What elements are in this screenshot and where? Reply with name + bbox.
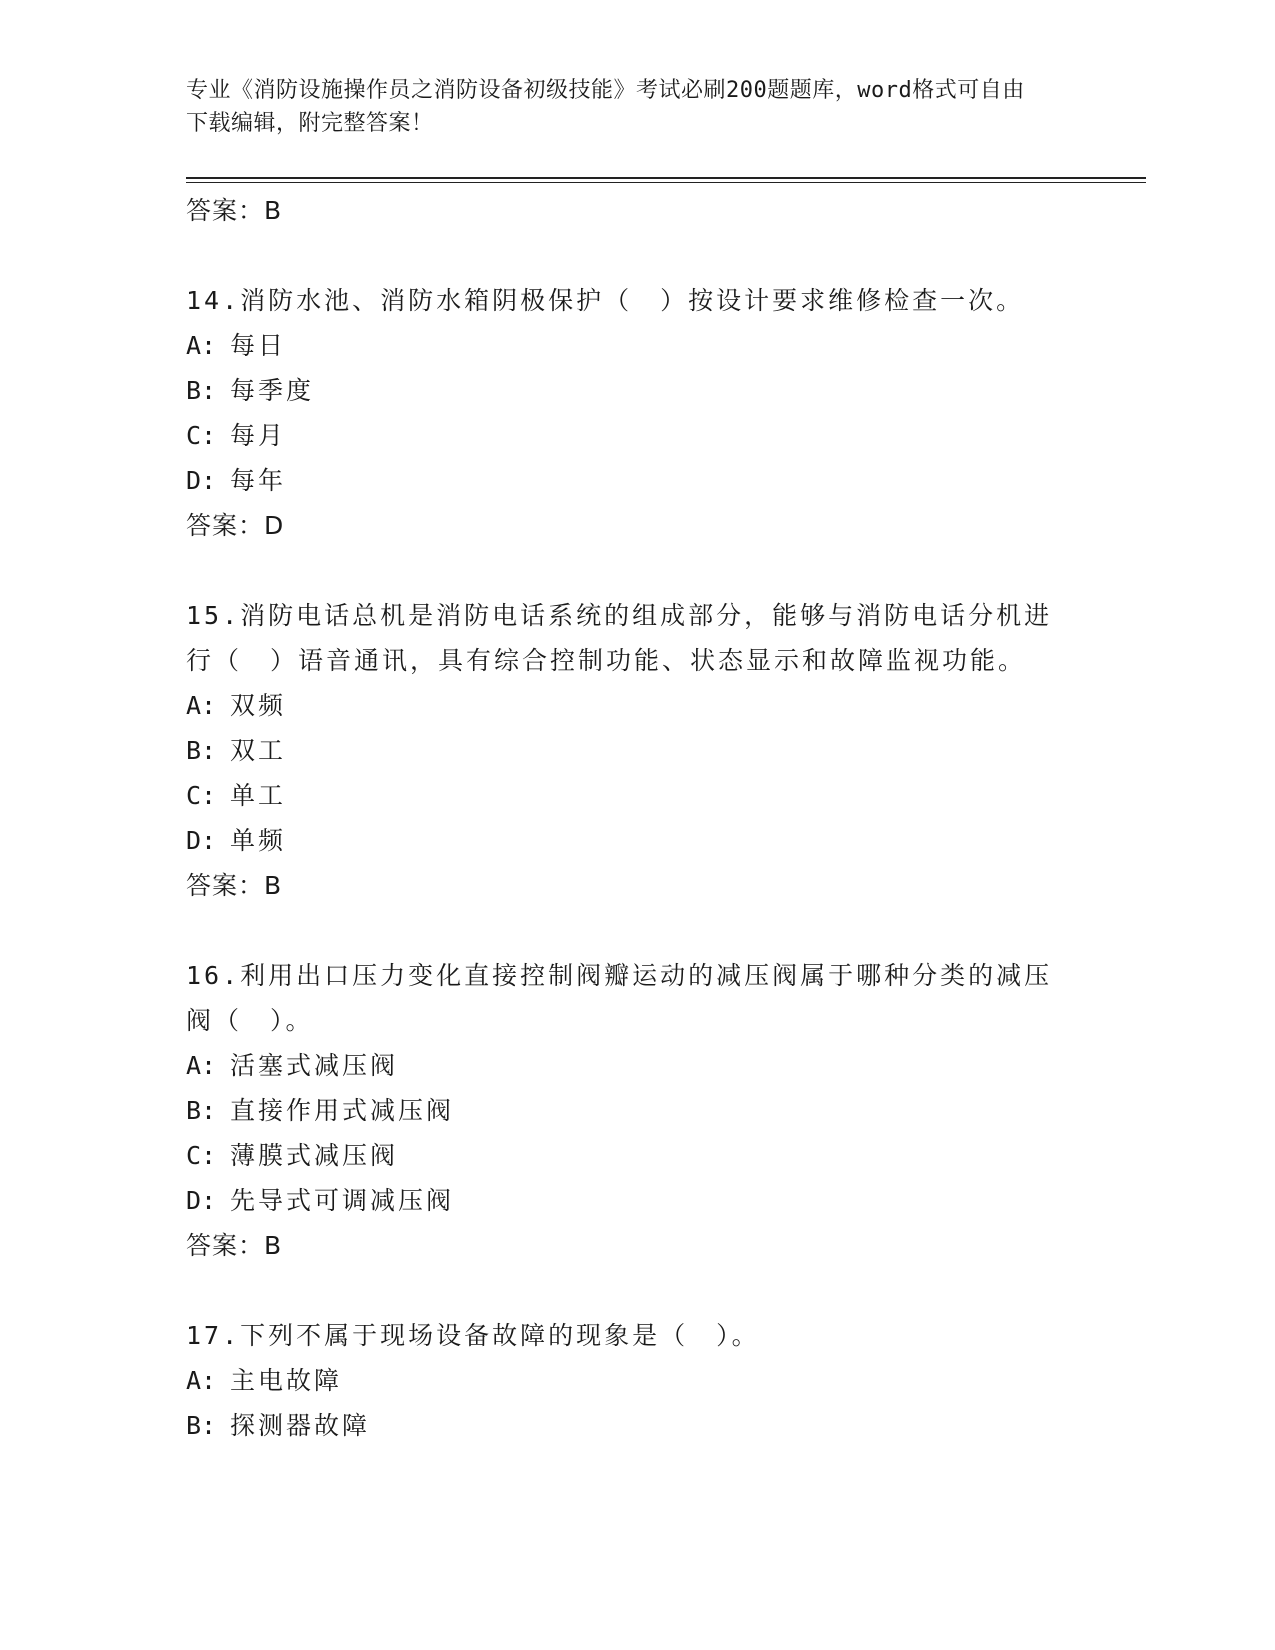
option-letter: A: bbox=[186, 1051, 217, 1080]
option-text: 每月 bbox=[230, 421, 287, 450]
option-b bbox=[186, 1088, 1066, 1133]
question-text: 17.下列不属于现场设备故障的现象是（ ）。 bbox=[186, 1321, 760, 1350]
option-text: 单工 bbox=[230, 781, 287, 810]
answer-line: 答案：B bbox=[186, 1231, 283, 1260]
question-block bbox=[186, 1313, 1066, 1448]
option-a bbox=[186, 683, 1066, 728]
option-d bbox=[186, 458, 1066, 503]
option-text: 薄膜式减压阀 bbox=[230, 1141, 399, 1170]
header-divider-thin bbox=[186, 182, 1146, 183]
question-text: 15.消防电话总机是消防电话系统的组成部分，能够与消防电话分机进行（ ）语音通讯，具有综合控制功能、状态显示和故障监视功能。 bbox=[186, 601, 1053, 675]
question-block bbox=[186, 593, 1066, 908]
option-a bbox=[186, 1358, 1066, 1403]
option-text: 每季度 bbox=[230, 376, 315, 405]
option-a bbox=[186, 1043, 1066, 1088]
option-text: 双频 bbox=[230, 691, 287, 720]
option-text: 主电故障 bbox=[230, 1366, 343, 1395]
option-text: 探测器故障 bbox=[230, 1411, 371, 1440]
option-text: 活塞式减压阀 bbox=[230, 1051, 399, 1080]
option-d bbox=[186, 1178, 1066, 1223]
option-text: 每日 bbox=[230, 331, 287, 360]
answer-line: 答案：B bbox=[186, 871, 283, 900]
option-c bbox=[186, 1133, 1066, 1178]
question-text: 16.利用出口压力变化直接控制阀瓣运动的减压阀属于哪种分类的减压阀（ ）。 bbox=[186, 961, 1053, 1035]
question-list bbox=[186, 188, 1066, 1448]
document-header: 专业《消防设施操作员之消防设备初级技能》考试必刷200题题库，word格式可自由下载编辑，附完整答案！ bbox=[186, 78, 1025, 136]
option-letter: A: bbox=[186, 331, 217, 360]
option-letter: C: bbox=[186, 1141, 217, 1170]
question-text: 14.消防水池、消防水箱阴极保护（ ）按设计要求维修检查一次。 bbox=[186, 286, 1025, 315]
answer-line: 答案：B bbox=[186, 196, 283, 225]
option-letter: A: bbox=[186, 1366, 217, 1395]
option-letter: B: bbox=[186, 1096, 217, 1125]
option-letter: D: bbox=[186, 1186, 217, 1215]
option-text: 直接作用式减压阀 bbox=[230, 1096, 455, 1125]
option-letter: A: bbox=[186, 691, 217, 720]
option-letter: D: bbox=[186, 826, 217, 855]
option-letter: B: bbox=[186, 376, 217, 405]
question-block bbox=[186, 278, 1066, 548]
option-a bbox=[186, 323, 1066, 368]
header-divider bbox=[186, 177, 1146, 179]
option-text: 单频 bbox=[230, 826, 287, 855]
option-d bbox=[186, 818, 1066, 863]
option-c bbox=[186, 413, 1066, 458]
option-text: 先导式可调减压阀 bbox=[230, 1186, 455, 1215]
option-letter: C: bbox=[186, 421, 217, 450]
option-text: 双工 bbox=[230, 736, 287, 765]
option-b bbox=[186, 728, 1066, 773]
option-b bbox=[186, 368, 1066, 413]
answer-line: 答案：D bbox=[186, 511, 285, 540]
option-c bbox=[186, 773, 1066, 818]
option-letter: D: bbox=[186, 466, 217, 495]
option-letter: B: bbox=[186, 736, 217, 765]
question-block bbox=[186, 953, 1066, 1268]
option-text: 每年 bbox=[230, 466, 287, 495]
option-b bbox=[186, 1403, 1066, 1448]
option-letter: B: bbox=[186, 1411, 217, 1440]
option-letter: C: bbox=[186, 781, 217, 810]
